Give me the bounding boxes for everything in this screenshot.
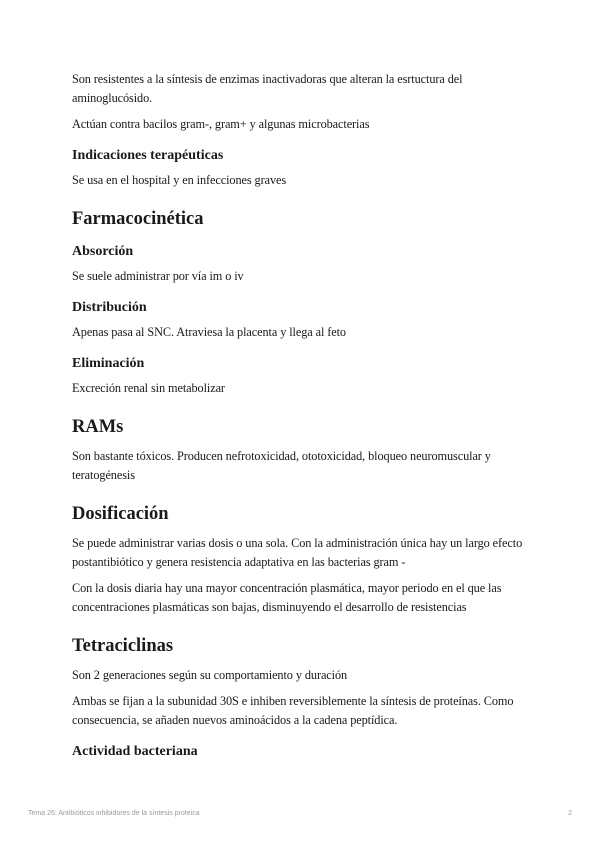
footer-title: Tema 26: Antibióticos inhibidores de la síntesis proteica	[28, 810, 200, 817]
heading-farmacocinetica: Farmacocinética	[72, 209, 204, 229]
paragraph-eliminacion: Excreción renal sin metabolizar	[72, 381, 225, 395]
paragraph-tetraciclinas-2: Ambas se fijan a la subunidad 30S e inhiben reversiblemente la síntesis de proteínas. Como consecuencia, se añaden nuevos aminoácidos a la cadena peptídica.	[72, 694, 514, 727]
page-number: 2	[568, 810, 572, 817]
heading-absorcion: Absorción	[72, 244, 134, 259]
heading-distribucion: Distribución	[72, 300, 147, 315]
heading-eliminacion: Eliminación	[72, 356, 145, 371]
paragraph-distribucion: Apenas pasa al SNC. Atraviesa la placenta y llega al feto	[72, 325, 346, 339]
page-footer	[28, 810, 572, 817]
paragraph-tetraciclinas-1: Son 2 generaciones según su comportamiento y duración	[72, 668, 348, 682]
page-content	[72, 70, 532, 767]
paragraph-absorcion: Se suele administrar por vía im o iv	[72, 269, 244, 283]
heading-actividad-bacteriana: Actividad bacteriana	[72, 744, 198, 759]
heading-dosificacion: Dosificación	[72, 504, 169, 524]
heading-tetraciclinas: Tetraciclinas	[72, 636, 174, 656]
paragraph-dosificacion-2: Con la dosis diaria hay una mayor concentración plasmática, mayor periodo en el que las concentraciones plasmáticas son bajas, disminuyendo el desarrollo de resistencias	[72, 581, 502, 614]
heading-indicaciones: Indicaciones terapéuticas	[72, 148, 224, 163]
paragraph-indicaciones: Se usa en el hospital y en infecciones graves	[72, 173, 287, 187]
paragraph-activity: Actúan contra bacilos gram-, gram+ y algunas microbacterias	[72, 117, 370, 131]
paragraph-dosificacion-1: Se puede administrar varias dosis o una sola. Con la administración única hay un largo efecto postantibiótico y genera resistencia adaptativa en las bacterias gram -	[72, 536, 523, 569]
paragraph-resistance: Son resistentes a la síntesis de enzimas inactivadoras que alteran la esrtuctura del aminoglucósido.	[72, 72, 463, 105]
paragraph-rams: Son bastante tóxicos. Producen nefrotoxicidad, ototoxicidad, bloqueo neuromuscular y teratogénesis	[72, 449, 491, 482]
heading-rams: RAMs	[72, 417, 124, 437]
